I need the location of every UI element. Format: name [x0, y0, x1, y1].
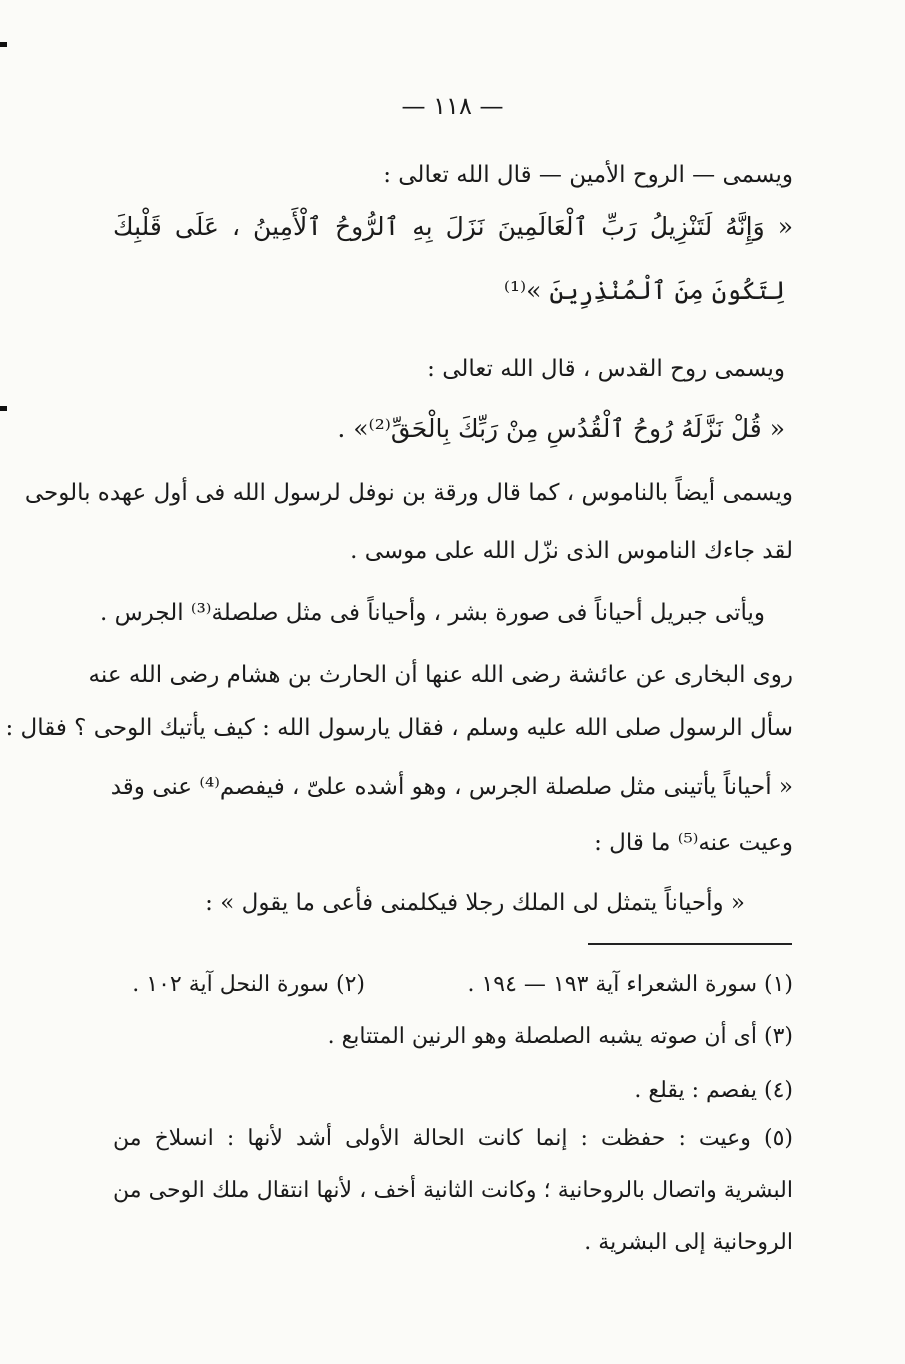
quran-verse-line: لِتَكُونَ مِنَ ٱلْمُنْذِرِينَ »⁽¹⁾	[503, 276, 785, 305]
body-line: « وأحياناً يتمثل لى الملك رجلا فيكلمنى فأعى ما يقول » :	[205, 890, 745, 916]
body-line: ويسمى أيضاً بالناموس ، كما قال ورقة بن نوفل لرسول الله فى أول عهده بالوحى	[24, 480, 793, 506]
scan-edge-mark	[0, 406, 7, 411]
body-line: ويأتى جبريل أحياناً فى صورة بشر ، وأحياناً فى مثل صلصلة⁽³⁾ الجرس .	[99, 600, 765, 626]
footnote: (١) سورة الشعراء آية ١٩٣ — ١٩٤ .	[467, 972, 793, 997]
footnote: (٤) يفصم : يقلع .	[634, 1078, 793, 1103]
footnote: (٣) أى أن صوته يشبه الصلصلة وهو الرنين المتتابع .	[327, 1024, 793, 1049]
footnote: الروحانية إلى البشرية .	[584, 1230, 793, 1255]
page-number: — ١١٨ —	[401, 92, 504, 120]
footnote-separator	[588, 943, 792, 945]
body-line: « أحياناً يأتينى مثل صلصلة الجرس ، وهو أشده علىّ ، فيفصم⁽⁴⁾ عنى وقد	[110, 774, 793, 800]
body-line: ويسمى روح القدس ، قال الله تعالى :	[427, 356, 785, 382]
footnote: البشرية واتصال بالروحانية ؛ وكانت الثانية أخف ، لأنها انتقال ملك الوحى من	[113, 1178, 793, 1203]
scan-edge-mark	[0, 42, 7, 47]
footnote: (٢) سورة النحل آية ١٠٢ .	[132, 972, 365, 997]
quran-verse-line: « وَإِنَّهُ لَتَنْزِيلُ رَبِّ ٱلْعَالَمِينَ نَزَلَ بِهِ ٱلرُّوحُ ٱلْأَمِينُ ، عَلَى قَلْبِكَ	[113, 212, 793, 241]
body-line: روى البخارى عن عائشة رضى الله عنها أن الحارث بن هشام رضى الله عنه	[88, 662, 793, 688]
body-line: سأل الرسول صلى الله عليه وسلم ، فقال يارسول الله : كيف يأتيك الوحى ؟ فقال :	[5, 715, 793, 741]
body-line: لقد جاءك الناموس الذى نزّل الله على موسى .	[350, 538, 793, 564]
body-line: ويسمى — الروح الأمين — قال الله تعالى :	[383, 162, 793, 188]
footnote: (٥) وعيت : حفظت : إنما كانت الحالة الأولى أشد لأنها : انسلاخ من	[113, 1126, 793, 1151]
quran-verse-line: « قُلْ نَزَّلَهُ رُوحُ ٱلْقُدُسِ مِنْ رَبِّكَ بِالْحَقِّ⁽²⁾» .	[337, 414, 785, 443]
body-line: وعيت عنه⁽⁵⁾ ما قال :	[594, 830, 793, 856]
